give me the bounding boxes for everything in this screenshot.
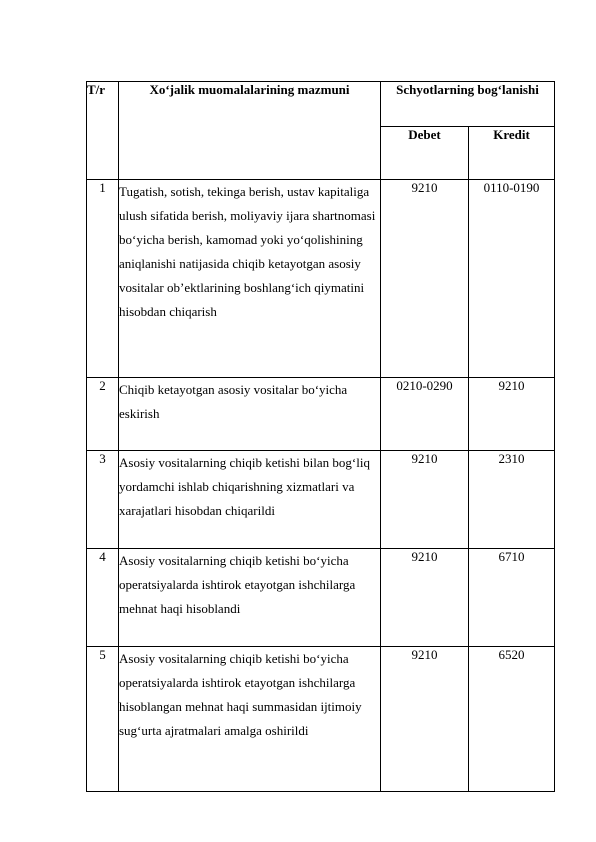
row-description: Asosiy vositalarning chiqib ketishi bilan bog‘liq yordamchi ishlab chiqarishning xizmatlari va xarajatlari hisobdan chiqarildi — [119, 451, 381, 549]
row-number: 5 — [87, 647, 119, 792]
header-kredit: Kredit — [469, 127, 555, 180]
accounting-entries-table — [86, 81, 555, 792]
row-kredit: 6710 — [469, 549, 555, 647]
table-row — [87, 180, 555, 378]
row-description: Chiqib ketayotgan asosiy vositalar bo‘yicha eskirish — [119, 378, 381, 451]
row-number: 2 — [87, 378, 119, 451]
row-debet: 9210 — [381, 549, 469, 647]
row-description: Asosiy vositalarning chiqib ketishi bo‘yicha operatsiyalarda ishtirok etayotgan ishchilarga hisoblangan mehnat haqi summasidan ijtimoiy sug‘urta ajratmalari amalga oshirildi — [119, 647, 381, 792]
row-debet: 9210 — [381, 180, 469, 378]
header-debet: Debet — [381, 127, 469, 180]
header-number: T/r — [87, 82, 119, 180]
header-account-correspondence: Schyotlarning bog‘lanishi — [381, 82, 555, 127]
row-kredit: 9210 — [469, 378, 555, 451]
row-kredit: 6520 — [469, 647, 555, 792]
row-debet: 9210 — [381, 647, 469, 792]
row-number: 1 — [87, 180, 119, 378]
table-row — [87, 378, 555, 451]
row-description: Asosiy vositalarning chiqib ketishi bo‘yicha operatsiyalarda ishtirok etayotgan ishchilarga mehnat haqi hisoblandi — [119, 549, 381, 647]
row-number: 4 — [87, 549, 119, 647]
row-number: 3 — [87, 451, 119, 549]
row-description: Tugatish, sotish, tekinga berish, ustav kapitaliga ulush sifatida berish, moliyaviy ijara shartnomasi bo‘yicha berish, kamomad yoki yo‘qolishining aniqlanishi natijasida chiqib ketayotgan asosiy vositalar ob’ektlarining boshlang‘ich qiymatini hisobdan chiqarish — [119, 180, 381, 378]
row-kredit: 2310 — [469, 451, 555, 549]
table-row — [87, 647, 555, 792]
row-debet: 9210 — [381, 451, 469, 549]
table-row — [87, 451, 555, 549]
row-kredit: 0110-0190 — [469, 180, 555, 378]
header-description: Xo‘jalik muomalalarining mazmuni — [119, 82, 381, 180]
row-debet: 0210-0290 — [381, 378, 469, 451]
table-row — [87, 549, 555, 647]
